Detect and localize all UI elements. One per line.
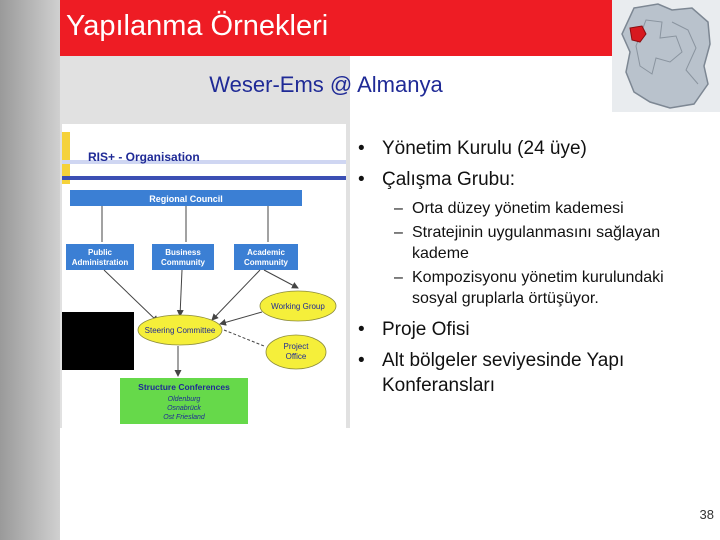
svg-text:Osnabrück: Osnabrück xyxy=(167,405,201,412)
svg-text:Office: Office xyxy=(285,352,307,361)
sub-bullet-item: – Orta düzey yönetim kademesi xyxy=(354,198,694,219)
svg-text:Structure Conferences: Structure Conferences xyxy=(138,382,230,392)
black-overlay-box xyxy=(62,312,134,370)
working-group-label: Working Group xyxy=(271,302,325,311)
svg-text:Business: Business xyxy=(165,248,201,257)
regional-council-label: Regional Council xyxy=(149,194,223,204)
bullet-list xyxy=(354,136,694,404)
page-number: 38 xyxy=(699,507,714,522)
svg-text:Oldenburg: Oldenburg xyxy=(167,396,201,403)
bullet-item: • Çalışma Grubu: xyxy=(354,167,694,192)
svg-text:Academic: Academic xyxy=(247,248,285,257)
svg-text:Ost Friesland: Ost Friesland xyxy=(163,414,205,421)
steering-committee-label: Steering Committee xyxy=(144,326,216,335)
svg-text:Administration: Administration xyxy=(71,258,129,267)
slide-subtitle: Weser-Ems @ Almanya xyxy=(209,72,443,97)
ris-organisation-diagram xyxy=(62,124,346,428)
svg-text:Project: Project xyxy=(283,342,309,351)
sub-bullet-item: – Stratejinin uygulanmasını sağlayan kademe xyxy=(354,222,694,264)
svg-text:Community: Community xyxy=(244,258,288,267)
bullet-item: • Proje Ofisi xyxy=(354,317,694,342)
bullet-item: • Yönetim Kurulu (24 üye) xyxy=(354,136,694,161)
sub-bullet-item: – Kompozisyonu yönetim kurulundaki sosyal gruplarla örtüşüyor. xyxy=(354,267,694,309)
diagram-heading: RIS+ - Organisation xyxy=(88,150,200,164)
svg-text:Community: Community xyxy=(161,258,205,267)
svg-text:Public: Public xyxy=(87,248,113,257)
slide-title: Yapılanma Örnekleri xyxy=(66,10,329,42)
germany-map-image xyxy=(612,0,720,112)
bullet-item: • Alt bölgeler seviyesinde Yapı Konferansları xyxy=(354,348,694,398)
left-decoration-strip xyxy=(0,0,60,540)
